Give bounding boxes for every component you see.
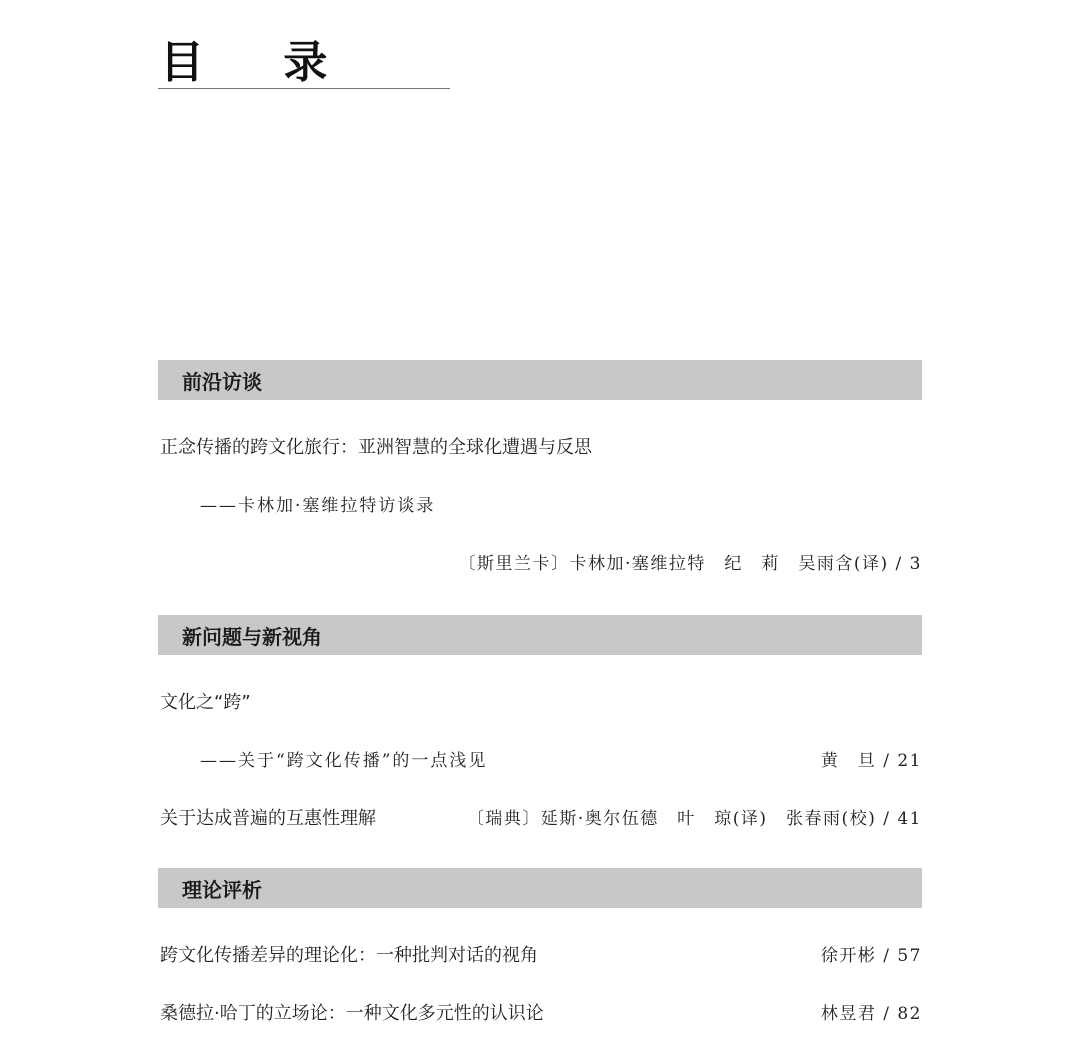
toc-entry-byline: 徐开彬 / 57	[820, 946, 922, 966]
toc-entry-byline: 黄 旦 / 21	[820, 751, 922, 771]
toc-entry-title: 正念传播的跨文化旅行：亚洲智慧的全球化遭遇与反思	[160, 437, 592, 458]
toc-entry-title: 桑德拉·哈丁的立场论：一种文化多元性的认识论	[160, 1003, 544, 1024]
section-heading: 理论评析	[182, 877, 262, 902]
toc-entry-byline: 〔瑞典〕延斯·奥尔伍德 叶 琼(译) 张春雨(校) / 41	[466, 809, 922, 829]
toc-entry-row	[160, 1000, 922, 1028]
section-header-new-issues	[158, 615, 922, 655]
page-title: 目 录	[160, 37, 360, 88]
section-header-frontier-interviews	[158, 360, 922, 400]
toc-entry-byline: 〔斯里兰卡〕卡林加·塞维拉特 纪 莉 吴雨含(译) / 3	[458, 554, 922, 574]
section-heading: 新问题与新视角	[182, 624, 322, 649]
toc-entry-row	[160, 942, 922, 970]
section-header-theory-analysis	[158, 868, 922, 908]
section-heading: 前沿访谈	[182, 369, 262, 394]
toc-entry-title: 关于达成普遍的互惠性理解	[160, 808, 376, 829]
toc-entry-subtitle: ——卡林加·塞维拉特访谈录	[200, 496, 436, 516]
toc-entry-title: 跨文化传播差异的理论化：一种批判对话的视角	[160, 945, 538, 966]
toc-entry-byline: 林昱君 / 82	[820, 1004, 922, 1024]
title-underline	[158, 88, 450, 89]
toc-entry-row	[160, 805, 922, 833]
toc-entry-subtitle: ——关于“跨文化传播”的一点浅见	[200, 751, 488, 771]
toc-entry-title: 文化之“跨”	[160, 692, 251, 713]
